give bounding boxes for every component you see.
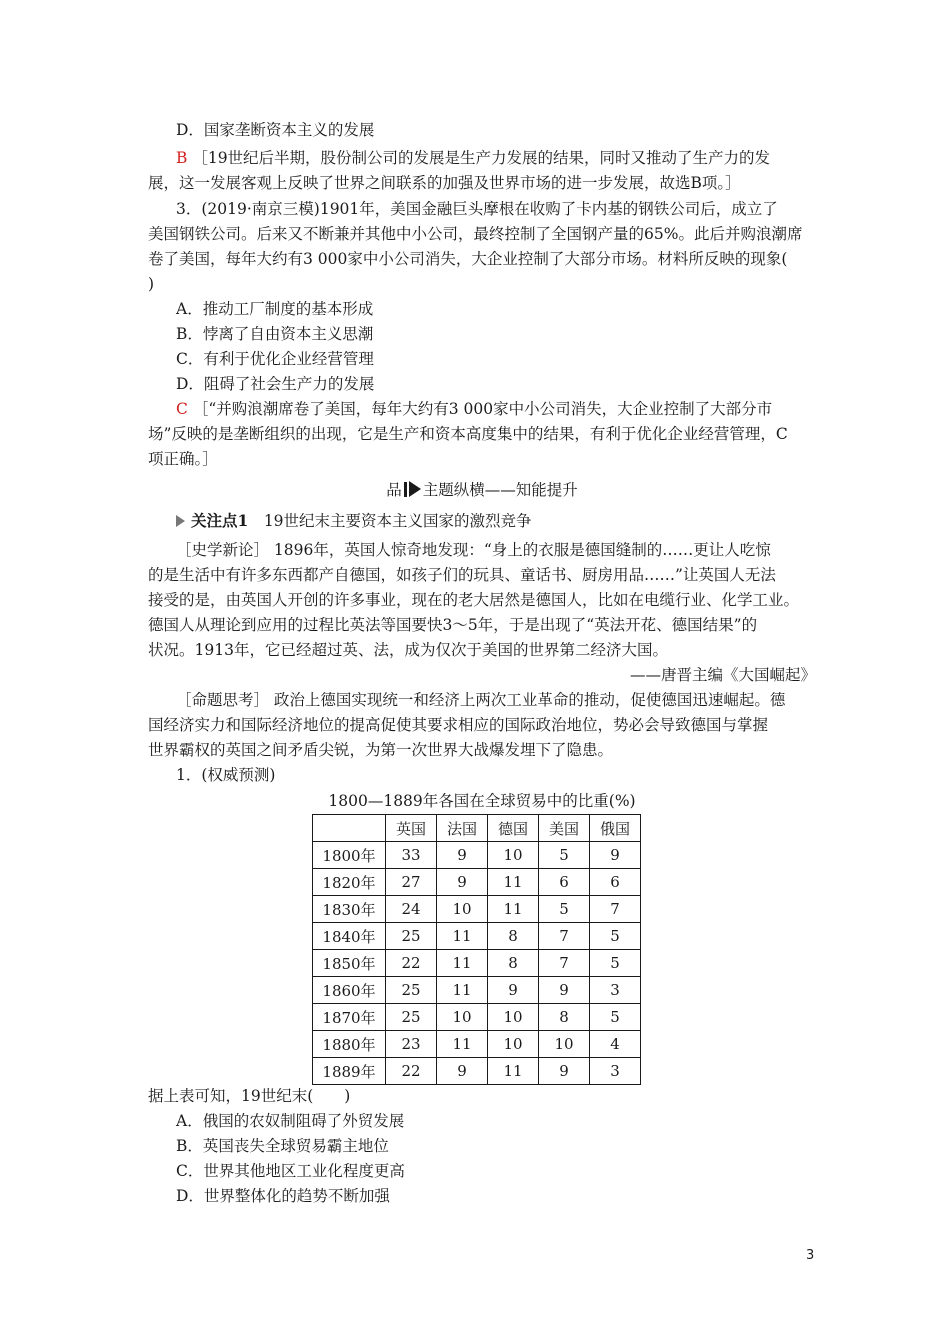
table-value-cell: 25 bbox=[386, 923, 437, 950]
table-year-cell: 1889年 bbox=[313, 1058, 386, 1085]
q3-stem-line3: 卷了美国，每年大约有3 000家中小公司消失，大企业控制了大部分市场。材料所反映的现象( bbox=[148, 250, 788, 268]
table-value-cell: 10 bbox=[488, 842, 539, 869]
table-header-cell: 俄国 bbox=[590, 815, 641, 842]
table-year-cell: 1800年 bbox=[313, 842, 386, 869]
table-row bbox=[313, 842, 641, 869]
q1-question: 据上表可知，19世纪末( ) bbox=[148, 1087, 351, 1105]
q2-option-d: D．国家垄断资本主义的发展 bbox=[176, 121, 375, 139]
table-value-cell: 22 bbox=[386, 1058, 437, 1085]
table-value-cell: 8 bbox=[539, 1004, 590, 1031]
table-header-cell: 英国 bbox=[386, 815, 437, 842]
table-value-cell: 5 bbox=[590, 950, 641, 977]
table-value-cell: 3 bbox=[590, 1058, 641, 1085]
history-source: ——唐晋主编《大国崛起》 bbox=[629, 666, 816, 684]
focus-label: 关注点1 bbox=[191, 511, 249, 530]
table-value-cell: 23 bbox=[386, 1031, 437, 1058]
table-value-cell: 9 bbox=[437, 869, 488, 896]
table-year-cell: 1840年 bbox=[313, 923, 386, 950]
thinking-line3: 世界霸权的英国之间矛盾尖锐，为第一次世界大战爆发埋下了隐患。 bbox=[148, 741, 614, 759]
history-line5: 状况。1913年，它已经超过英、法，成为仅次于美国的世界第二经济大国。 bbox=[148, 641, 668, 659]
history-line3: 接受的是，由英国人开创的许多事业，现在的老大居然是德国人，比如在电缆行业、化学工业。 bbox=[148, 591, 800, 609]
table-value-cell: 11 bbox=[488, 869, 539, 896]
table-value-cell: 11 bbox=[437, 950, 488, 977]
q3-answer-letter: C bbox=[176, 400, 188, 418]
table-value-cell: 9 bbox=[488, 977, 539, 1004]
q2-explanation-line2: 展，这一发展客观上反映了世界之间联系的加强及世界市场的进一步发展，故选B项。］ bbox=[148, 174, 741, 192]
table-value-cell: 25 bbox=[386, 977, 437, 1004]
section-title: 主题纵横——知能提升 bbox=[422, 481, 578, 499]
table-value-cell: 8 bbox=[488, 923, 539, 950]
table-value-cell: 11 bbox=[488, 1058, 539, 1085]
table-year-cell: 1820年 bbox=[313, 869, 386, 896]
q3-option-d: D．阻碍了社会生产力的发展 bbox=[176, 375, 375, 393]
table-value-cell: 9 bbox=[437, 1058, 488, 1085]
section-prefix: 品 bbox=[386, 481, 402, 499]
table-value-cell: 11 bbox=[437, 977, 488, 1004]
table-value-cell: 24 bbox=[386, 896, 437, 923]
table-value-cell: 11 bbox=[437, 923, 488, 950]
table-value-cell: 10 bbox=[488, 1031, 539, 1058]
table-value-cell: 8 bbox=[488, 950, 539, 977]
table-value-cell: 10 bbox=[437, 1004, 488, 1031]
section-bar-icon bbox=[404, 482, 407, 497]
table-value-cell: 9 bbox=[539, 977, 590, 1004]
table-row bbox=[313, 896, 641, 923]
focus-triangle-icon bbox=[176, 515, 185, 527]
table-value-cell: 9 bbox=[437, 842, 488, 869]
table-value-cell: 5 bbox=[590, 1004, 641, 1031]
table-row bbox=[313, 977, 641, 1004]
q2-answer-letter: B bbox=[176, 149, 188, 167]
table-header-cell: 美国 bbox=[539, 815, 590, 842]
trade-share-table bbox=[312, 814, 641, 1085]
table-year-cell: 1870年 bbox=[313, 1004, 386, 1031]
q3-option-a: A．推动工厂制度的基本形成 bbox=[176, 300, 374, 318]
q3-explanation-line3: 项正确。］ bbox=[148, 450, 218, 468]
table-value-cell: 4 bbox=[590, 1031, 641, 1058]
history-line2: 的是生活中有许多东西都产自德国，如孩子们的玩具、童话书、厨房用品……”让英国人无法 bbox=[148, 566, 776, 584]
table-value-cell: 7 bbox=[539, 923, 590, 950]
q2-explanation-text1: ［19世纪后半期，股份制公司的发展是生产力发展的结果，同时又推动了生产力的发 bbox=[192, 149, 771, 167]
table-row bbox=[313, 923, 641, 950]
table-value-cell: 11 bbox=[437, 1031, 488, 1058]
table-row bbox=[313, 950, 641, 977]
table-value-cell: 6 bbox=[590, 869, 641, 896]
table-value-cell: 10 bbox=[488, 1004, 539, 1031]
q1-option-d: D．世界整体化的趋势不断加强 bbox=[176, 1187, 390, 1205]
table-value-cell: 27 bbox=[386, 869, 437, 896]
q1-option-b: B．英国丧失全球贸易霸主地位 bbox=[176, 1137, 389, 1155]
table-value-cell: 7 bbox=[590, 896, 641, 923]
table-year-cell: 1850年 bbox=[313, 950, 386, 977]
table-value-cell: 5 bbox=[590, 923, 641, 950]
table-value-cell: 6 bbox=[539, 869, 590, 896]
table-header-cell bbox=[313, 815, 386, 842]
page-number: 3 bbox=[806, 1248, 815, 1263]
table-value-cell: 5 bbox=[539, 896, 590, 923]
q3-stem-line1: 3．(2019·南京三模)1901年，美国金融巨头摩根在收购了卡内基的钢铁公司后，成立了 bbox=[176, 200, 778, 218]
q1-option-a: A．俄国的农奴制阻碍了外贸发展 bbox=[176, 1112, 405, 1130]
q1-stem: 1．(权威预测) bbox=[176, 766, 276, 784]
section-heading bbox=[148, 478, 816, 503]
table-value-cell: 5 bbox=[539, 842, 590, 869]
q1-option-c: C．世界其他地区工业化程度更高 bbox=[176, 1162, 405, 1180]
table-value-cell: 9 bbox=[539, 1058, 590, 1085]
focus-heading bbox=[176, 508, 816, 534]
q3-explanation-line1 bbox=[176, 397, 816, 422]
q3-stem-line4: ) bbox=[148, 275, 155, 293]
q3-stem-line2: 美国钢铁公司。后来又不断兼并其他中小公司，最终控制了全国钢产量的65%。此后并购浪潮席 bbox=[148, 225, 803, 243]
q2-explanation-line1 bbox=[176, 146, 816, 171]
table-value-cell: 10 bbox=[437, 896, 488, 923]
q3-option-b: B．悖离了自由资本主义思潮 bbox=[176, 325, 374, 343]
table-value-cell: 3 bbox=[590, 977, 641, 1004]
section-triangle-icon bbox=[409, 481, 421, 497]
table-value-cell: 9 bbox=[590, 842, 641, 869]
history-line1: ［史学新论］ 1896年，英国人惊奇地发现：“身上的衣服是德国缝制的……更让人吃惊 bbox=[176, 541, 771, 559]
table-value-cell: 7 bbox=[539, 950, 590, 977]
table-header-row bbox=[313, 815, 641, 842]
q3-explanation-text1: ［“并购浪潮席卷了美国，每年大约有3 000家中小公司消失，大企业控制了大部分市 bbox=[192, 400, 773, 418]
table-value-cell: 33 bbox=[386, 842, 437, 869]
thinking-line1: ［命题思考］ 政治上德国实现统一和经济上两次工业革命的推动，促使德国迅速崛起。德 bbox=[176, 691, 786, 709]
thinking-line2: 国经济实力和国际经济地位的提高促使其要求相应的国际政治地位，势必会导致德国与掌握 bbox=[148, 716, 769, 734]
table-value-cell: 10 bbox=[539, 1031, 590, 1058]
table-row bbox=[313, 1031, 641, 1058]
table-year-cell: 1860年 bbox=[313, 977, 386, 1004]
focus-title: 19世纪末主要资本主义国家的激烈竞争 bbox=[263, 512, 532, 530]
table-year-cell: 1830年 bbox=[313, 896, 386, 923]
table-title: 1800—1889年各国在全球贸易中的比重(%) bbox=[328, 792, 636, 810]
table-row bbox=[313, 1058, 641, 1085]
history-line4: 德国人从理论到应用的过程比英法等国要快3～5年，于是出现了“英法开花、德国结果”的 bbox=[148, 616, 758, 634]
q3-explanation-line2: 场”反映的是垄断组织的出现，它是生产和资本高度集中的结果，有利于优化企业经营管理，C bbox=[148, 425, 788, 443]
table-value-cell: 22 bbox=[386, 950, 437, 977]
table-row bbox=[313, 1004, 641, 1031]
table-header-cell: 法国 bbox=[437, 815, 488, 842]
table-value-cell: 25 bbox=[386, 1004, 437, 1031]
table-year-cell: 1880年 bbox=[313, 1031, 386, 1058]
table-row bbox=[313, 869, 641, 896]
table-value-cell: 11 bbox=[488, 896, 539, 923]
q3-option-c: C．有利于优化企业经营管理 bbox=[176, 350, 374, 368]
table-header-cell: 德国 bbox=[488, 815, 539, 842]
